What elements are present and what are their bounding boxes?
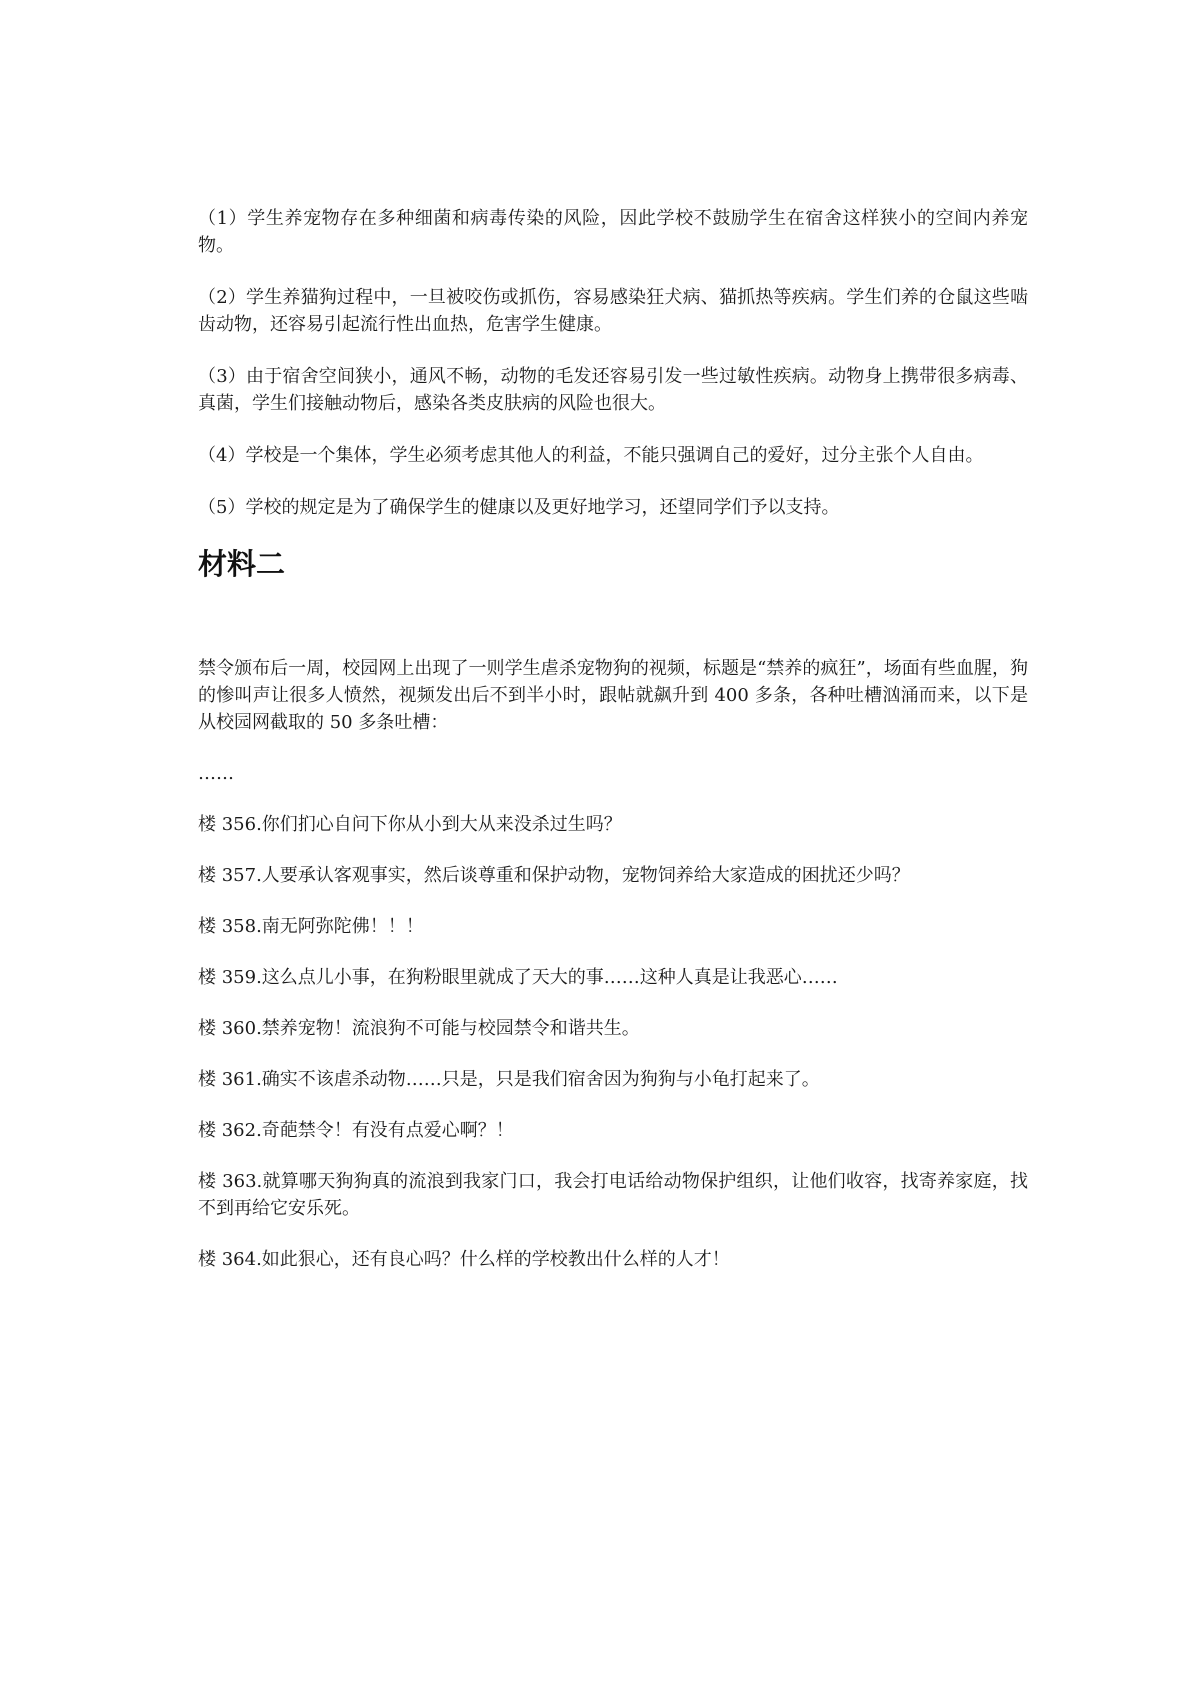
post-360: 楼 360.禁养宠物！流浪狗不可能与校园禁令和谐共生。 bbox=[198, 1018, 640, 1039]
post-361: 楼 361.确实不该虐杀动物……只是，只是我们宿舍因为狗狗与小龟打起来了。 bbox=[198, 1069, 820, 1090]
post-359: 楼 359.这么点儿小事，在狗粉眼里就成了天大的事……这种人真是让我恶心…… bbox=[198, 967, 838, 988]
material-two bbox=[198, 655, 1028, 1273]
material-one-points bbox=[198, 205, 1028, 521]
post-363: 楼 363.就算哪天狗狗真的流浪到我家门口，我会打电话给动物保护组织，让他们收容，找寄养家庭，找不到再给它安乐死。 bbox=[198, 1171, 1028, 1219]
post-356: 楼 356.你们扪心自问下你从小到大从来没杀过生吗？ bbox=[198, 814, 622, 835]
ellipsis: …… bbox=[198, 763, 234, 784]
point-2: （2）学生养猫狗过程中，一旦被咬伤或抓伤，容易感染狂犬病、猫抓热等疾病。学生们养的仓鼠这些啮齿动物，还容易引起流行性出血热，危害学生健康。 bbox=[198, 287, 1028, 335]
post-364: 楼 364.如此狠心，还有良心吗？什么样的学校教出什么样的人才！ bbox=[198, 1249, 730, 1270]
point-4: （4）学校是一个集体，学生必须考虑其他人的利益，不能只强调自己的爱好，过分主张个人自由。 bbox=[198, 445, 984, 466]
intro-paragraph: 禁令颁布后一周，校园网上出现了一则学生虐杀宠物狗的视频，标题是“禁养的疯狂”，场面有些血腥，狗的惨叫声让很多人愤然，视频发出后不到半小时，跟帖就飙升到 400 多条，各种吐槽汹涌而来，以下是从校园网截取的 50 多条吐槽： bbox=[198, 658, 1028, 733]
point-3: （3）由于宿舍空间狭小，通风不畅，动物的毛发还容易引发一些过敏性疾病。动物身上携带很多病毒、真菌，学生们接触动物后，感染各类皮肤病的风险也很大。 bbox=[198, 366, 1028, 414]
point-1: （1）学生养宠物存在多种细菌和病毒传染的风险，因此学校不鼓励学生在宿舍这样狭小的空间内养宠物。 bbox=[198, 208, 1028, 256]
document-page bbox=[198, 205, 1028, 1297]
point-5: （5）学校的规定是为了确保学生的健康以及更好地学习，还望同学们予以支持。 bbox=[198, 497, 840, 518]
post-357: 楼 357.人要承认客观事实，然后谈尊重和保护动物，宠物饲养给大家造成的困扰还少吗？ bbox=[198, 865, 910, 886]
section-heading: 材料二 bbox=[198, 547, 286, 581]
post-362: 楼 362.奇葩禁令！有没有点爱心啊？！ bbox=[198, 1120, 514, 1141]
post-358: 楼 358.南无阿弥陀佛！！！ bbox=[198, 916, 424, 937]
